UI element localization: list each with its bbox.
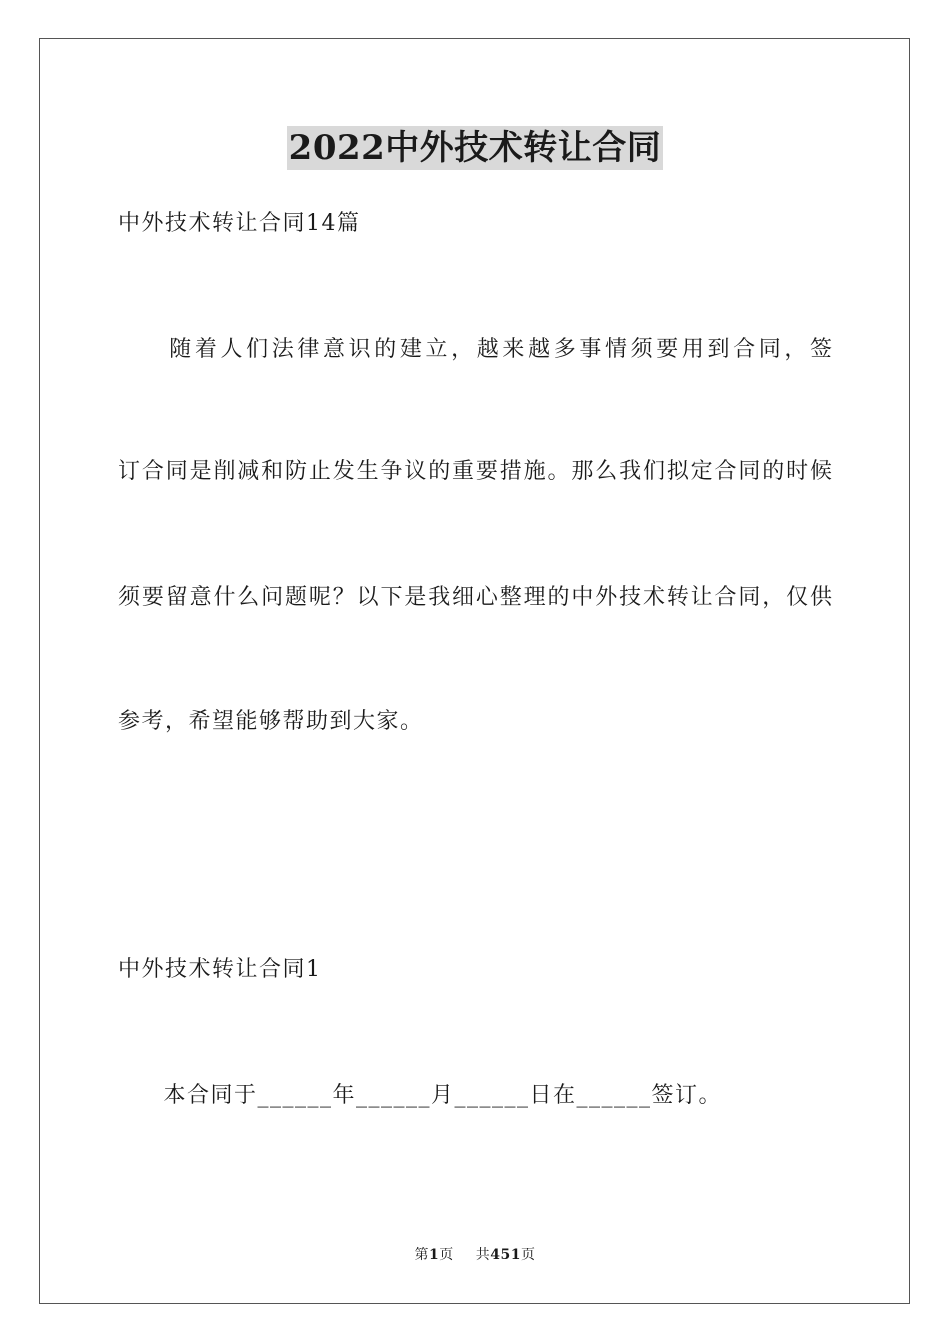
intro-line-4: 参考，希望能够帮助到大家。 — [118, 709, 424, 734]
section-heading: 中外技术转让合同1 — [118, 957, 322, 982]
document-subtitle: 中外技术转让合同14篇 — [118, 211, 361, 236]
document-title: 2022中外技术转让合同 — [288, 128, 662, 168]
clause-line: 本合同于______年______月______日在______签订。 — [140, 1083, 723, 1108]
footer-page-suffix: 页 — [439, 1247, 454, 1263]
footer-page-prefix: 第 — [414, 1247, 429, 1263]
footer-page-number: 1 — [429, 1247, 440, 1263]
footer-total-prefix: 共 — [475, 1247, 491, 1263]
intro-line-3: 须要留意什么问题呢？以下是我细心整理的中外技术转让合同，仅供 — [118, 585, 832, 610]
footer-total-pages: 451 — [490, 1247, 521, 1263]
intro-line-2: 订合同是削减和防止发生争议的重要措施。那么我们拟定合同的时候 — [118, 459, 832, 484]
title-container — [0, 126, 950, 170]
intro-line-1: 随着人们法律意识的建立，越来越多事情须要用到合同，签 — [118, 337, 832, 362]
page-footer — [0, 1246, 950, 1264]
footer-total-suffix: 页 — [520, 1247, 536, 1263]
